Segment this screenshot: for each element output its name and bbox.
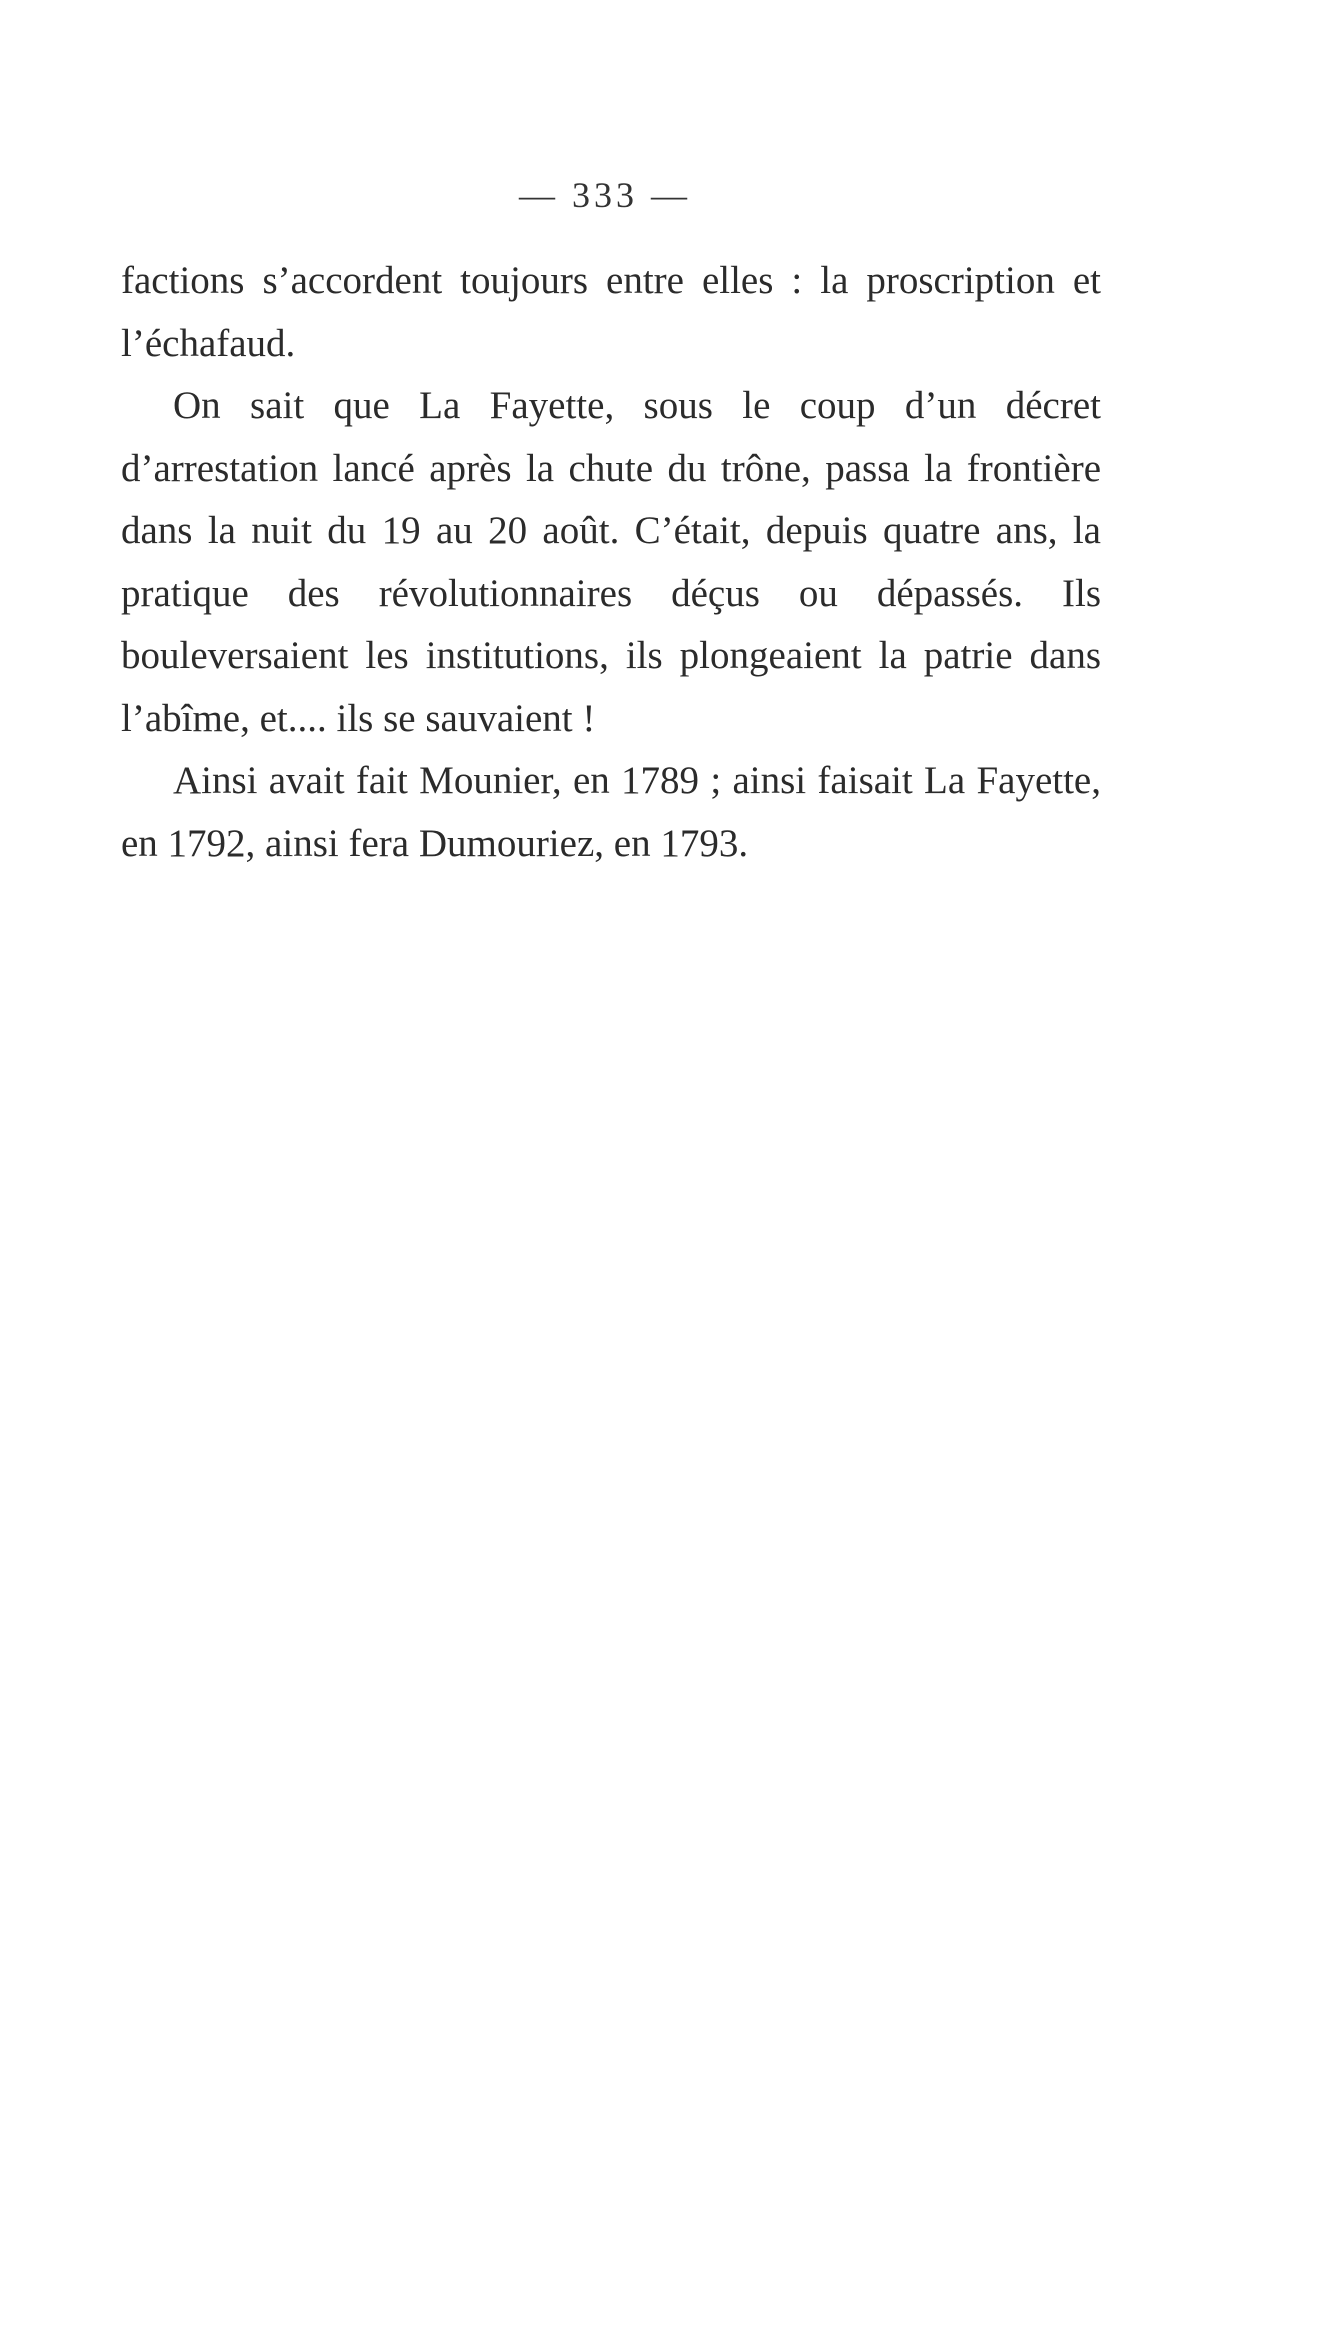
paragraph-continuation: factions s’accordent toujours entre elles : la proscription et l’échafaud. <box>121 259 1101 365</box>
paragraph-mounier: Ainsi avait fait Mounier, en 1789 ; ainsi faisait La Fayette, en 1792, ainsi fera Dumouriez, en 1793. <box>121 759 1101 865</box>
page-number: — 333 — <box>519 175 691 215</box>
body-text <box>121 250 1101 875</box>
paragraph-la-fayette: On sait que La Fayette, sous le coup d’un décret d’arrestation lancé après la chute du trône, passa la frontière dans la nuit du 19 au 20 août. C’était, depuis quatre ans, la pratique des révolutionnaires déçus ou dépassés. Ils bouleversaient les institutions, ils plongeaient la patrie dans l’abîme, et.... ils se sauvaient ! <box>121 384 1101 740</box>
